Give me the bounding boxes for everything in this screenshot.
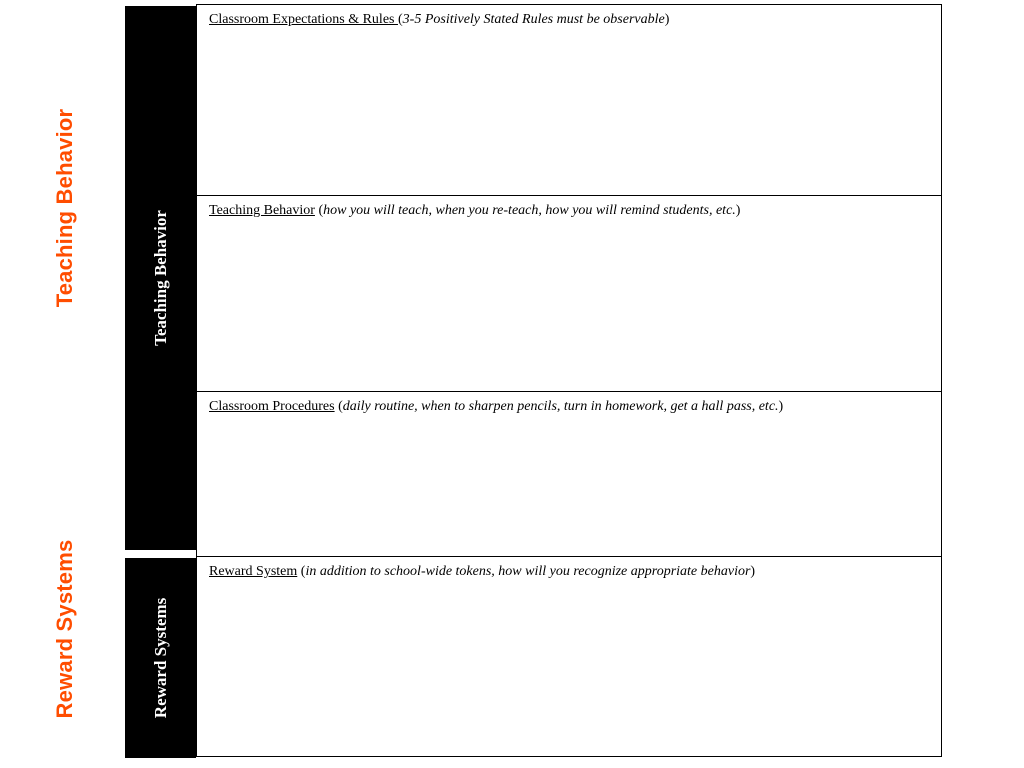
teaching-behavior-bar: [125, 6, 196, 550]
teaching-behavior-note: how you will teach, when you re-teach, how you will remind students, etc.: [323, 203, 736, 218]
classroom-procedures-open-paren: (: [334, 399, 343, 414]
teaching-behavior-cell[interactable]: [197, 195, 941, 391]
teaching-behavior-heading: Teaching Behavior: [209, 203, 315, 218]
teaching-behavior-bar-label: Teaching Behavior: [150, 210, 170, 346]
expectations-rules-close-paren: ): [664, 12, 670, 27]
expectations-rules-cell[interactable]: [197, 5, 941, 195]
reward-system-note: in addition to school-wide tokens, how will you recognize appropriate behavior: [305, 564, 751, 579]
reward-system-close-paren: ): [750, 564, 756, 579]
reward-system-open-paren: (: [297, 564, 306, 579]
reward-systems-side-label: Reward Systems: [52, 539, 77, 719]
expectations-rules-note: 3-5 Positively Stated Rules must be observable: [402, 12, 665, 27]
teaching-behavior-side-label: Teaching Behavior: [52, 108, 77, 308]
teaching-behavior-open-paren: (: [314, 203, 324, 218]
reward-system-heading: Reward System: [209, 564, 298, 579]
expectations-rules-open-paren: (: [397, 12, 403, 27]
behavior-plan-table: [196, 4, 942, 757]
classroom-procedures-cell[interactable]: [197, 391, 941, 556]
reward-system-cell[interactable]: [197, 556, 941, 757]
classroom-procedures-note: daily routine, when to sharpen pencils, turn in homework, get a hall pass, etc.: [342, 399, 779, 414]
classroom-procedures-close-paren: ): [778, 399, 784, 414]
classroom-procedures-heading: Classroom Procedures: [209, 399, 335, 414]
teaching-behavior-close-paren: ): [735, 203, 741, 218]
reward-systems-bar-label: Reward Systems: [150, 597, 170, 719]
expectations-rules-heading: Classroom Expectations & Rules: [209, 12, 398, 27]
reward-systems-bar: [125, 558, 196, 758]
